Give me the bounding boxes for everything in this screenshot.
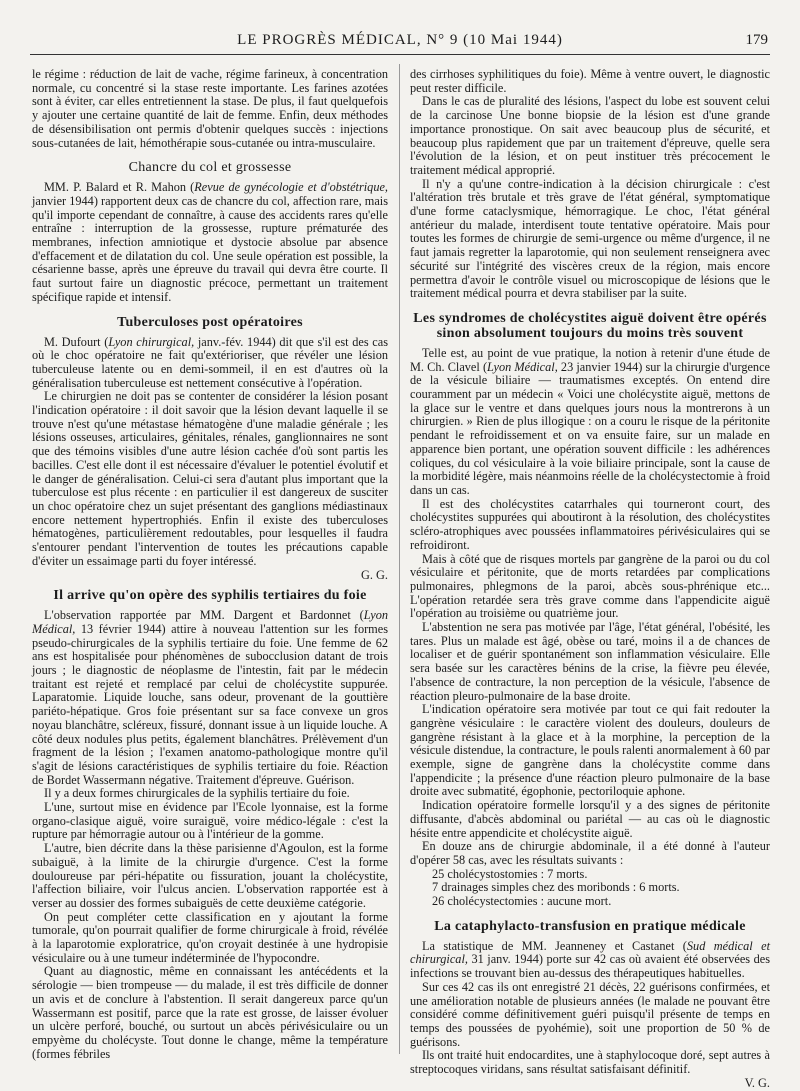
article-title: Les syndromes de cholécystites aiguë doivent être opérés sinon absolument toujours du moins très souvent [413, 310, 767, 341]
paragraph: Il y a deux formes chirurgicales de la syphilis tertiaire du foie. [44, 786, 350, 801]
paragraph: L'une, surtout mise en évidence par l'Ecole lyonnaise, est la forme organo-clasique aiguë, voire suraiguë, voire médico-légale : c'est la rupture par hémorragie autour ou à l'intérieur de la gomme. [32, 800, 388, 842]
paragraph: L'abstention ne sera pas motivée par l'âge, l'état général, l'obésité, les tares. Plus un malade est âgé, obèse ou taré, moins il a de chances de localiser et de guérir spontanément son inflammation vésiculaire. Elle sera basée sur les caractères bénins de la crise, la fièvre peu élevée, l'absence de contracture, la non perception de la vésicule, l'absence de réaction pleuro-pulmonaire de la base droite. [410, 620, 770, 703]
author-signature: V. G. [744, 1075, 770, 1090]
paragraph: La statistique de MM. Jeanneney et Castanet (Sud médical et chirurgical, 31 janv. 1944) porte sur 42 cas où avaient été observées des infections se trouvant bien au-dessus des thérapeutiques habituelles. [410, 938, 770, 981]
article-title: La cataphylacto-transfusion en pratique médicale [434, 918, 746, 934]
running-header [30, 32, 770, 55]
article-title: Tuberculoses post opératoires [117, 314, 303, 330]
paragraph: Quant au diagnostic, même en connaissant les antécédents et la sérologie — bien trompeuse — du malade, il est très difficile de donner un avis et de conclure à l'abstention. Il serait dangereux parce qu'un Wassermann est positif, parce que la rate est grosse, de laisser évoluer un ulcère perforé, bouché, ou surtout un abcès périvésiculaire ou un empyème du cholécyste. Tout donne le change, même la température (formes fébriles [32, 964, 388, 1061]
paragraph: L'indication opératoire sera motivée par tout ce qui fait redouter la gangrène vésiculaire : le caractère violent des douleurs, douleurs de gangrène résistant à la glace et à la morphine, la perception de la vésicule distendue, la contracture, le pouls ralenti anormalement à 60 par exemple, signe de gangrène dans la cholécystite comme dans l'appendicite ; la présence d'une réaction pleuro pulmonaire de la base droite avec submatité, égophonie, pectoriloquie aphone. [410, 702, 770, 799]
result-line: 26 cholécystectomies : aucune mort. [432, 894, 612, 909]
paragraph: le régime : réduction de lait de vache, régime farineux, à concentration normale, cu concentré si la stase reste importante. Les farines azotées sont à éviter, car elles entretiennent la stase. De plus, il faut quelquefois y ajouter une certaine quantité de lait de femme. Enfin, deux méthodes de désensibilisation ont permis d'obtenir quelques succès : injections sous-cutanées de lait, hémothérapie sous-cutanée ou intra-musculaire. [32, 67, 388, 150]
column-divider [399, 64, 400, 1054]
paragraph: Il n'y a qu'une contre-indication à la décision chirurgicale : c'est l'altération très brutale et très grave de l'état général, symptomatique d'une forme cataclysmique, hémorragique. Le choc, l'état général antérieur du malade, interdisent toute tentative opératoire. Mais pour toutes les formes de chirurgie de semi-urgence ou même d'urgence, il ne faut jamais regretter la laparotomie, qui non seulement renseignera avec sécurité sur l'intégrité des viscères creux de la région, mais encore permettra d'avoir le contrôle visuel ou microscopique de lésions que le traitement médical pourra et devra stabiliser par la suite. [410, 176, 770, 301]
page-number: 179 [745, 32, 768, 48]
author-signature: G. G. [361, 567, 388, 582]
result-line: 25 cholécystostomies : 7 morts. [432, 866, 588, 881]
paragraph: Telle est, au point de vue pratique, la notion à retenir d'une étude de M. Ch. Clavel (Lyon Médical, 23 janvier 1944) sur la chirurgie d'urgence de la vésicule biliaire — traumatismes exceptés. On entend dire couramment par un médecin « Voici une cholécystite aiguë, mettons de la glace sur le ventre et dans quelques jours nous la montrerons à un chirurgien. » Rien de plus illogique : on a couru le risque de la péritonite pendant le refroidissement et on va ensuite faire, sur un malade en apparence bien portant, une opération souvent difficile : les adhérences coliques, du col vésiculaire à la voie biliaire principale, sont la cause de la morbidité légère, mais néanmoins réelle de la cholécystectomie à froid dans un cas. [410, 345, 770, 497]
paragraph: M. Dufourt (Lyon chirurgical, janv.-fév. 1944) dit que s'il est des cas où le choc opératoire ne fait qu'extérioriser, que révéler une lésion tuberculeuse latente ou en demi-sommeil, il en est d'autres où la généralisation tuberculeuse est nettement consécutive à l'opération. [32, 334, 389, 390]
result-line: 7 drainages simples chez des moribonds : 6 morts. [432, 880, 680, 895]
paragraph: On peut compléter cette classification en y ajoutant la forme tumorale, qu'on pourrait qualifier de forme chirurgicale à froid, révélée à la laparotomie exploratrice, qu'on croyait destinée à une hydropisie vésiculaire ou à une tumeur indéterminée de l'hypocondre. [32, 909, 388, 965]
paragraph: En douze ans de chirurgie abdominale, il a été donné à l'auteur d'opérer 58 cas, avec les résultats suivants : [410, 839, 770, 867]
paragraph: Le chirurgien ne doit pas se contenter de considérer la lésion posant l'indication opératoire : il doit savoir que la lésion devant laquelle il se trouve n'est qu'une métastase hématogène d'une maladie générale ; les lésions osseuses, articulaires, génitales, rénales, ganglionnaires ne sont que des témoins visibles d'une autre lésion cachée d'où sont partis les bacilles. C'est elle dont il est nécessaire d'évaluer le potentiel évolutif et le danger de généralisation. Celui-ci sera d'autant plus important que la tuberculose est plus récente : en particulier il est dangereux de susciter un choc opératoire chez un sujet présentant des ganglions médiastinaux encore nettement hypertrophiés. Enfin il existe des tuberculoses hématogènes, particulièrement redoutables, pour lesquelles il faudra s'entourer pendant l'intervention de toutes les précautions capable d'éviter un essaimage parti du foyer intéressé. [32, 389, 388, 568]
paragraph: Ils ont traité huit endocardites, une à staphylocoque doré, sept autres à streptocoques viridans, sans résultat satisfaisant définitif. [410, 1048, 770, 1077]
paragraph: L'autre, bien décrite dans la thèse parisienne d'Agoulon, est la forme subaiguë, à la limite de la chirurgie d'urgence. C'est la forme douloureuse par péri-hépatite ou fissuration, jouant la cholécystite, l'affection biliaire, voir l'ulcus ancien. L'observation rapportée est à verser au dossier des formes subaiguës de cette deuxième catégorie. [32, 841, 388, 910]
paragraph: Dans le cas de pluralité des lésions, l'aspect du lobe est souvent celui de la carcinose Une bonne biopsie de la lésion est d'une grande importance pronostique. On sait avec beaucoup plus de sécurité, et beaucoup plus rapidement que par un traitement d'épreuve, quelle sera l'évolution de la lésion, et on peut instituer très précocement le traitement médical approprié. [410, 94, 770, 177]
article-title: Il arrive qu'on opère des syphilis tertiaires du foie [53, 588, 367, 604]
paragraph: Mais à côté que de risques mortels par gangrène de la paroi ou du col vésiculaire et péritonite, que de morts retardées par complications pulmonaires, phlegmons de la paroi, abcès sous-phrénique etc... L'opération retardée sera très grave comme dans l'appendicite aiguë l'opération au troisième ou quatrième jour. [410, 551, 770, 621]
article-title: Chancre du col et grossesse [128, 160, 292, 176]
paragraph: Indication opératoire formelle lorsqu'il y a des signes de péritonite diffusante, d'abcès abdominal ou pariétal — au cas où le diagnostic hésite entre appendicite et cholécystite aiguë. [410, 798, 770, 840]
right-column [410, 68, 770, 1091]
paragraph: Sur ces 42 cas ils ont enregistré 21 décès, 22 guérisons confirmées, et une amélioration notable de plusieurs années (le malade ne pouvant être considéré comme définitivement guéri puisqu'il présente de temps en temps des poussées de pyohémie), soit une proportion de 50 % de guérisons. [410, 979, 770, 1049]
paragraph: MM. P. Balard et R. Mahon (Revue de gynécologie et d'obstétrique, janvier 1944) rapportent deux cas de chancre du col, affection rare, mais qu'il importe cependant de connaître, à cause des accidents rares qu'elle entraîne : interruption de la grossesse, rupture prématurée des membranes, infection amniotique et dystocie absolue par absence d'effacement et de dilatation du col. Une seule opération est possible, la césarienne basse, après une épreuve du travail qui devra être courte. Il faut surtout faire un diagnostic précoce, permettant un traitement spécifique rapide et intensif. [32, 180, 388, 304]
left-column [32, 68, 388, 1061]
paragraph: L'observation rapportée par MM. Dargent et Bardonnet (Lyon Médical, 13 février 1944) attire à nouveau l'attention sur les formes pseudo-chirurgicales de la syphilis tertiaire du foie. Une femme de 62 ans est hospitalisée pour phénomènes de subocclusion datant de trois jours ; le diagnostic de néoplasme de l'intestin, fait par le médecin traitant est rejeté et remplacé par celui de cholécystite suppurée. Laparatomie. Liquide louche, sans odeur, provenant de la gouttière pariéto-hépatique. Gros foie présentant sur sa face convexe un gros noyau blanchâtre, scléreux, fissuré, donnant issue à un liquide louche. A côté deux nodules plus petits, également blanchâtres. Prélèvement d'un fragment de la lésion ; l'examen anatomo-pathologique montre qu'il s'agit de lésions caractéristiques de syphilis tertiaire du foie. Réaction de Bordet Wassermann négative. Traitement d'épreuve. Guérison. [32, 608, 388, 787]
paragraph: des cirrhoses syphilitiques du foie). Même à ventre ouvert, le diagnostic peut rester difficile. [410, 67, 770, 95]
paragraph: Il est des cholécystites catarrhales qui tourneront court, des cholécystites suppurées qui aboutiront à la résolution, des cholécystites scléro-atrophiques avec poussées inflammatoires périvésiculaires qui se refroidiront. [410, 496, 770, 552]
journal-title: LE PROGRÈS MÉDICAL, N° 9 (10 Mai 1944) [237, 32, 563, 48]
